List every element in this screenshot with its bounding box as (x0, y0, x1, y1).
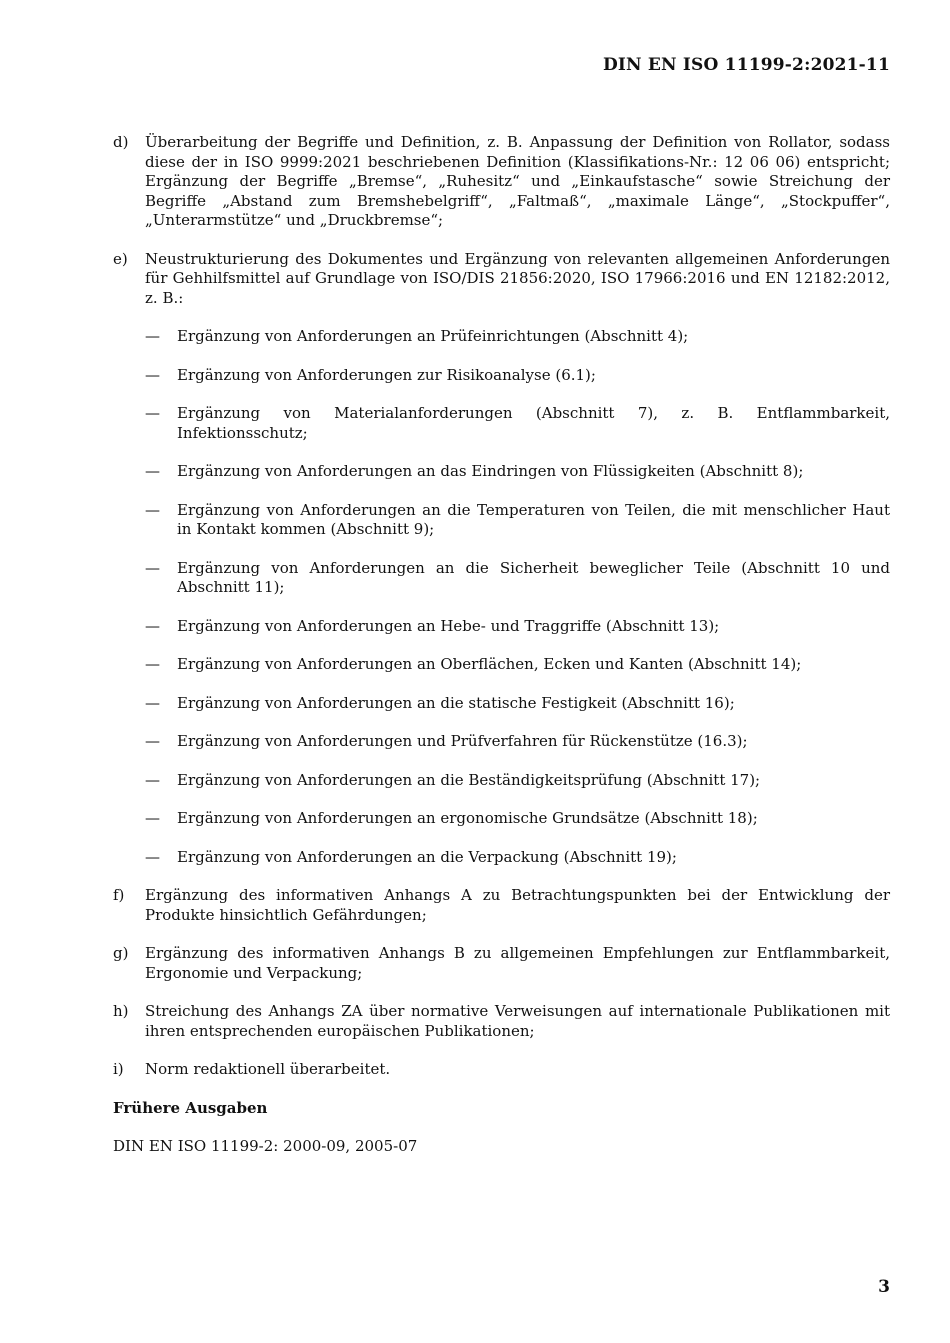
list-item-d (113, 133, 890, 231)
list-item-h (113, 1002, 890, 1041)
dash-marker: — (145, 404, 160, 422)
previous-editions-heading: Frühere Ausgaben (113, 1098, 268, 1117)
sub-list-item (113, 732, 890, 752)
dash-marker: — (145, 616, 160, 635)
sub-list-item (113, 366, 890, 386)
list-item-e (113, 250, 890, 309)
sub-list (113, 327, 890, 867)
sub-list-item (113, 559, 890, 598)
sub-list-item (113, 501, 890, 540)
list-marker: h) (113, 1002, 129, 1020)
dash-marker: — (145, 655, 160, 673)
dash-marker: — (145, 462, 160, 480)
sub-list-item (113, 462, 890, 482)
sub-list-item-text: Ergänzung von Anforderungen an Prüfeinrichtungen (Abschnitt 4); (177, 327, 689, 345)
dash-marker: — (145, 558, 160, 577)
sub-list-item-text: Ergänzung von Anforderungen und Prüfverfahren für Rückenstütze (16.3); (177, 732, 748, 750)
sub-list-item (113, 771, 890, 791)
list-item-text: Neustrukturierung des Dokumentes und Ergänzung von relevanten allgemeinen Anforderungen für Gehhilfsmittel auf Grundlage von ISO/DIS 21856:2020, ISO 17966:2016 und EN 12182:2012, z. B.: (145, 249, 890, 307)
sub-list-item-text: Ergänzung von Anforderungen an die Temperaturen von Teilen, die mit menschlicher Haut in Kontakt kommen (Abschnitt 9); (177, 500, 890, 538)
list-marker: i) (113, 1060, 124, 1078)
dash-marker: — (145, 327, 160, 345)
sub-list-item (113, 809, 890, 829)
list-item-i (113, 1060, 890, 1080)
dash-marker: — (145, 809, 160, 827)
page-number: 3 (878, 1277, 890, 1297)
document-body (113, 133, 890, 1157)
list-item-text: Ergänzung des informativen Anhangs A zu Betrachtungspunkten bei der Entwicklung der Produkte hinsichtlich Gefährdungen; (145, 886, 890, 924)
document-id-header: DIN EN ISO 11199-2:2021-11 (602, 55, 890, 75)
sub-list-item-text: Ergänzung von Anforderungen zur Risikoanalyse (6.1); (177, 365, 596, 384)
list-marker: g) (113, 944, 129, 962)
dash-marker: — (145, 365, 160, 384)
list-marker: d) (113, 133, 129, 151)
list-item-text: Überarbeitung der Begriffe und Definition, z. B. Anpassung der Definition von Rollator, sodass diese der in ISO 9999:2021 beschriebenen Definition (Klassifikations-Nr.: 12 06 06) entspricht; Ergänzung der Begriffe „Bremse“, „Ruhesitz“ und „Einkaufstasche“ sowie Streichung der Begriffe „Abstand zum Bremshebelgriff“, „Faltmaß“, „maximale Länge“, „Stockpuffer“, „Unterarmstütze“ und „Druckbremse“; (145, 133, 890, 229)
sub-list-item-text: Ergänzung von Anforderungen an die statische Festigkeit (Abschnitt 16); (177, 693, 735, 712)
list-item-g (113, 944, 890, 983)
dash-marker: — (145, 770, 160, 789)
dash-marker: — (145, 847, 160, 866)
dash-marker: — (145, 732, 160, 750)
list-item-text: Ergänzung des informativen Anhangs B zu allgemeinen Empfehlungen zur Entflammbarkeit, Ergonomie und Verpackung; (145, 944, 890, 982)
list-item-f (113, 886, 890, 925)
dash-marker: — (145, 500, 160, 519)
previous-editions-text: DIN EN ISO 11199-2: 2000-09, 2005-07 (113, 1137, 418, 1155)
list-marker: e) (113, 249, 128, 268)
sub-list-item (113, 404, 890, 443)
sub-list-item-text: Ergänzung von Anforderungen an Hebe- und Traggriffe (Abschnitt 13); (177, 616, 720, 635)
sub-list-item-text: Ergänzung von Anforderungen an die Beständigkeitsprüfung (Abschnitt 17); (177, 770, 761, 789)
sub-list-item-text: Ergänzung von Anforderungen an ergonomische Grundsätze (Abschnitt 18); (177, 809, 758, 827)
sub-list-item (113, 848, 890, 868)
sub-list-item (113, 327, 890, 347)
list-marker: f) (113, 886, 125, 904)
sub-list-item-text: Ergänzung von Anforderungen an die Verpackung (Abschnitt 19); (177, 847, 677, 866)
sub-list-item (113, 655, 890, 675)
sub-list-item-text: Ergänzung von Anforderungen an die Sicherheit beweglicher Teile (Abschnitt 10 und Abschnitt 11); (177, 558, 890, 596)
dash-marker: — (145, 693, 160, 712)
list-item-text: Streichung des Anhangs ZA über normative Verweisungen auf internationale Publikationen mit ihren entsprechenden europäischen Publikationen; (145, 1002, 890, 1040)
list-item-text: Norm redaktionell überarbeitet. (145, 1060, 391, 1078)
sub-list-item (113, 617, 890, 637)
sub-list-item-text: Ergänzung von Anforderungen an das Eindringen von Flüssigkeiten (Abschnitt 8); (177, 462, 804, 480)
sub-list-item-text: Ergänzung von Materialanforderungen (Abschnitt 7), z. B. Entflammbarkeit, Infektionsschutz; (177, 404, 890, 442)
sub-list-item (113, 694, 890, 714)
sub-list-item-text: Ergänzung von Anforderungen an Oberflächen, Ecken und Kanten (Abschnitt 14); (177, 655, 802, 673)
